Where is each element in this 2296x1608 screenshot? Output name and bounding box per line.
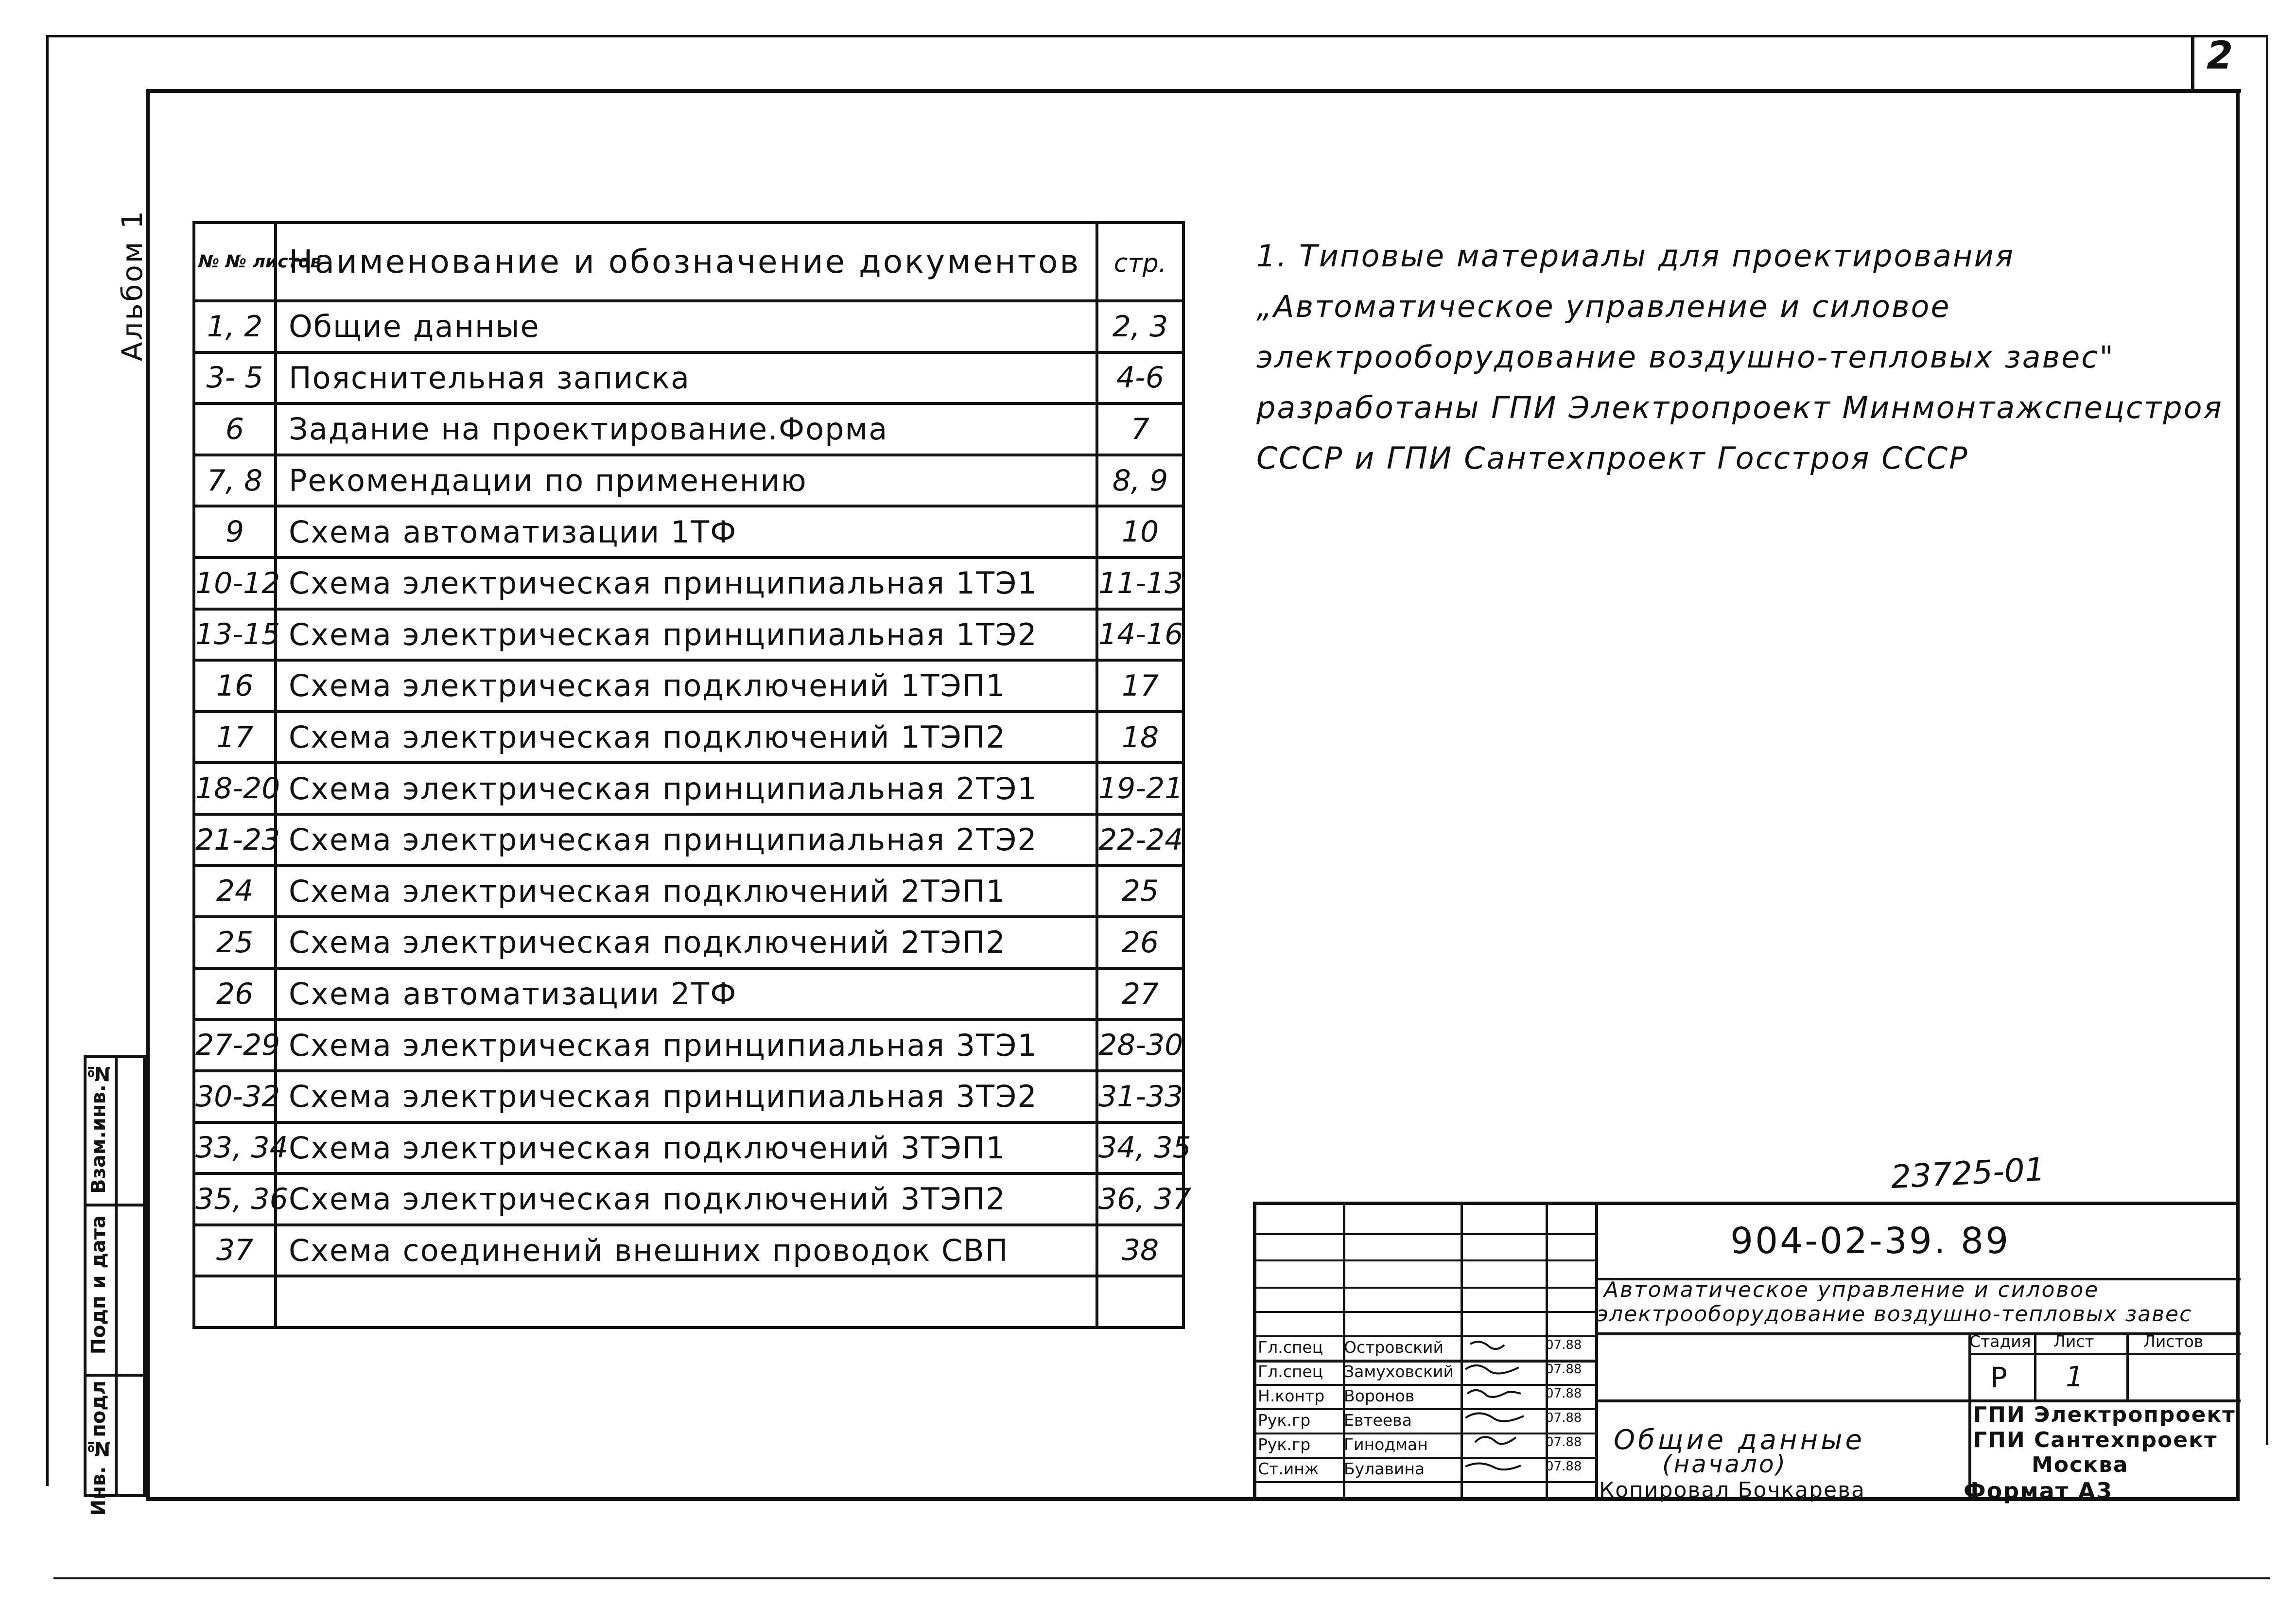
signer-name: Гинодман bbox=[1344, 1435, 1428, 1454]
document-index-table bbox=[192, 221, 1191, 1329]
row-name: Схема электрическая подключений 2ТЭП2 bbox=[276, 917, 1097, 968]
row-name: Схема электрическая подключений 1ТЭП2 bbox=[276, 712, 1097, 763]
signer-role: Рук.гр bbox=[1258, 1435, 1311, 1454]
row-sheets: 27-29 bbox=[194, 1019, 276, 1071]
table-row bbox=[194, 403, 1183, 455]
row-page: 19-21 bbox=[1097, 763, 1183, 814]
signer-date: 07.88 bbox=[1546, 1411, 1582, 1425]
table-row bbox=[194, 301, 1183, 352]
row-page: 8, 9 bbox=[1097, 455, 1183, 507]
table-row bbox=[194, 1019, 1183, 1071]
row-sheets: 18-20 bbox=[194, 763, 276, 814]
general-note: 1. Типовые материалы для проектирования „Автоматическое управление и силовое электрооборудование воздушно-тепловых завес" разработаны ГПИ Электропроект Минмонтажспецстроя СССР и ГПИ Сантехпроект Госстроя СССР bbox=[1256, 238, 2223, 476]
table-row bbox=[194, 660, 1183, 712]
row-name: Схема электрическая подключений 3ТЭП1 bbox=[276, 1122, 1097, 1174]
row-name: Схема электрическая принципиальная 3ТЭ2 bbox=[276, 1071, 1097, 1122]
org-2: ГПИ Сантехпроект bbox=[1973, 1428, 2218, 1452]
row-name: Задание на проектирование.Форма bbox=[276, 403, 1097, 455]
doc-title: Общие данные bbox=[1614, 1424, 1865, 1456]
row-name: Схема автоматизации 2ТФ bbox=[276, 968, 1097, 1020]
row-name: Схема электрическая принципиальная 1ТЭ2 bbox=[276, 609, 1097, 661]
row-sheets: 13-15 bbox=[194, 609, 276, 661]
table-row bbox=[194, 352, 1183, 404]
signer-date: 07.88 bbox=[1546, 1435, 1582, 1450]
row-name: Пояснительная записка bbox=[276, 352, 1097, 404]
stage-value: Р bbox=[1990, 1361, 2007, 1394]
row-name: Схема электрическая подключений 1ТЭП1 bbox=[276, 660, 1097, 712]
side-replace-inv: Взам.инв.№ bbox=[87, 1062, 110, 1194]
signer-date: 07.88 bbox=[1546, 1459, 1582, 1474]
table-row bbox=[194, 506, 1183, 558]
signer-role: Н.контр bbox=[1258, 1386, 1325, 1405]
signer-role: Ст.инж bbox=[1258, 1459, 1319, 1478]
row-sheets: 1, 2 bbox=[194, 301, 276, 352]
sheet-value: 1 bbox=[2066, 1360, 2084, 1393]
org-city: Москва bbox=[2032, 1452, 2129, 1477]
copied-by: Копировал Бочкарева bbox=[1599, 1478, 1865, 1503]
signer-name: Булавина bbox=[1344, 1459, 1425, 1478]
table-row bbox=[194, 558, 1183, 609]
row-page: 17 bbox=[1097, 660, 1183, 712]
row-page: 27 bbox=[1097, 968, 1183, 1020]
row-page: 26 bbox=[1097, 917, 1183, 968]
row-name: Схема электрическая принципиальная 3ТЭ1 bbox=[276, 1019, 1097, 1071]
row-name: Схема электрическая подключений 2ТЭП1 bbox=[276, 866, 1097, 917]
doc-subtitle: (начало) bbox=[1662, 1450, 1788, 1478]
designation: 904-02-39. 89 bbox=[1730, 1220, 2011, 1262]
table-row bbox=[194, 917, 1183, 968]
row-sheets: 3- 5 bbox=[194, 352, 276, 404]
table-row bbox=[194, 1173, 1183, 1225]
table-row bbox=[194, 1225, 1183, 1276]
row-page: 31-33 bbox=[1097, 1071, 1183, 1122]
row-sheets: 10-12 bbox=[194, 558, 276, 609]
row-page: 14-16 bbox=[1097, 609, 1183, 661]
row-page: 36, 37 bbox=[1097, 1173, 1183, 1225]
signer-name: Воронов bbox=[1344, 1386, 1415, 1405]
row-sheets bbox=[194, 1276, 276, 1328]
signer-name: Замуховский bbox=[1344, 1362, 1454, 1381]
table-row bbox=[194, 763, 1183, 814]
handwritten-code: 23725-01 bbox=[1890, 1150, 2046, 1196]
row-sheets: 17 bbox=[194, 712, 276, 763]
side-inventory: Инв. №подл bbox=[87, 1381, 110, 1516]
project-title-line-2: электрооборудование воздушно-тепловых завес bbox=[1597, 1302, 2192, 1327]
frame-top-line bbox=[148, 89, 2241, 93]
row-page: 2, 3 bbox=[1097, 301, 1183, 352]
table-row bbox=[194, 1071, 1183, 1122]
project-title-line-1: Автоматическое управление и силовое bbox=[1604, 1277, 2100, 1302]
row-name: Схема электрическая принципиальная 1ТЭ1 bbox=[276, 558, 1097, 609]
row-page: 10 bbox=[1097, 506, 1183, 558]
row-name: Общие данные bbox=[276, 301, 1097, 352]
row-name: Схема электрическая принципиальная 2ТЭ2 bbox=[276, 814, 1097, 866]
signer-role: Гл.спец bbox=[1258, 1338, 1323, 1357]
row-name: Схема соединений внешних проводок СВП bbox=[276, 1225, 1097, 1276]
row-name: Рекомендации по применению bbox=[276, 455, 1097, 507]
signer-date: 07.88 bbox=[1546, 1338, 1582, 1352]
table-row bbox=[194, 712, 1183, 763]
row-page bbox=[1097, 1276, 1183, 1328]
row-sheets: 33, 34 bbox=[194, 1122, 276, 1174]
row-page: 28-30 bbox=[1097, 1019, 1183, 1071]
org-1: ГПИ Электропроект bbox=[1973, 1402, 2236, 1427]
table-row-empty bbox=[194, 1276, 1183, 1328]
row-page: 18 bbox=[1097, 712, 1183, 763]
row-page: 22-24 bbox=[1097, 814, 1183, 866]
header-sheets: № № листов bbox=[198, 251, 322, 272]
table-row bbox=[194, 968, 1183, 1020]
outer-right-line bbox=[2266, 35, 2268, 1445]
row-sheets: 9 bbox=[194, 506, 276, 558]
row-sheets: 37 bbox=[194, 1225, 276, 1276]
sheets-label: Листов bbox=[2143, 1332, 2204, 1351]
row-page: 34, 35 bbox=[1097, 1122, 1183, 1174]
side-sign-date: Подп и дата bbox=[87, 1215, 110, 1355]
row-sheets: 21-23 bbox=[194, 814, 276, 866]
outer-bottom-line bbox=[53, 1577, 2270, 1579]
signer-role: Гл.спец bbox=[1258, 1362, 1323, 1381]
sheet-format: Формат А3 bbox=[1964, 1478, 2113, 1504]
outer-top-line bbox=[46, 35, 2267, 37]
sheet-label: Лист bbox=[2053, 1332, 2094, 1351]
row-sheets: 6 bbox=[194, 403, 276, 455]
row-name: Схема электрическая подключений 3ТЭП2 bbox=[276, 1173, 1097, 1225]
sheet-number: 2 bbox=[2207, 34, 2233, 78]
table-row bbox=[194, 455, 1183, 507]
row-page: 4-6 bbox=[1097, 352, 1183, 404]
table-row bbox=[194, 866, 1183, 917]
row-name bbox=[276, 1276, 1097, 1328]
table-header-row bbox=[194, 223, 1183, 301]
signer-date: 07.88 bbox=[1546, 1386, 1582, 1401]
stage-label: Стадия bbox=[1969, 1332, 2031, 1351]
row-page: 11-13 bbox=[1097, 558, 1183, 609]
row-sheets: 30-32 bbox=[194, 1071, 276, 1122]
row-page: 25 bbox=[1097, 866, 1183, 917]
row-sheets: 7, 8 bbox=[194, 455, 276, 507]
signer-date: 07.88 bbox=[1546, 1362, 1582, 1377]
row-page: 38 bbox=[1097, 1225, 1183, 1276]
signer-role: Рук.гр bbox=[1258, 1411, 1311, 1430]
table-row bbox=[194, 1122, 1183, 1174]
header-page: стр. bbox=[1113, 248, 1167, 278]
row-name: Схема автоматизации 1ТФ bbox=[276, 506, 1097, 558]
row-sheets: 26 bbox=[194, 968, 276, 1020]
header-name: Наименование и обозначение документов bbox=[289, 243, 1081, 280]
album-label: Альбом 1 bbox=[116, 209, 149, 362]
outer-left-line bbox=[46, 35, 49, 1486]
row-name: Схема электрическая принципиальная 2ТЭ1 bbox=[276, 763, 1097, 814]
row-page: 7 bbox=[1097, 403, 1183, 455]
signer-name: Островский bbox=[1344, 1338, 1444, 1357]
table-row bbox=[194, 814, 1183, 866]
signature-scribbles bbox=[1461, 1334, 1538, 1490]
row-sheets: 24 bbox=[194, 866, 276, 917]
table-row bbox=[194, 609, 1183, 661]
row-sheets: 25 bbox=[194, 917, 276, 968]
signer-name: Евтеева bbox=[1344, 1411, 1412, 1430]
row-sheets: 16 bbox=[194, 660, 276, 712]
row-sheets: 35, 36 bbox=[194, 1173, 276, 1225]
